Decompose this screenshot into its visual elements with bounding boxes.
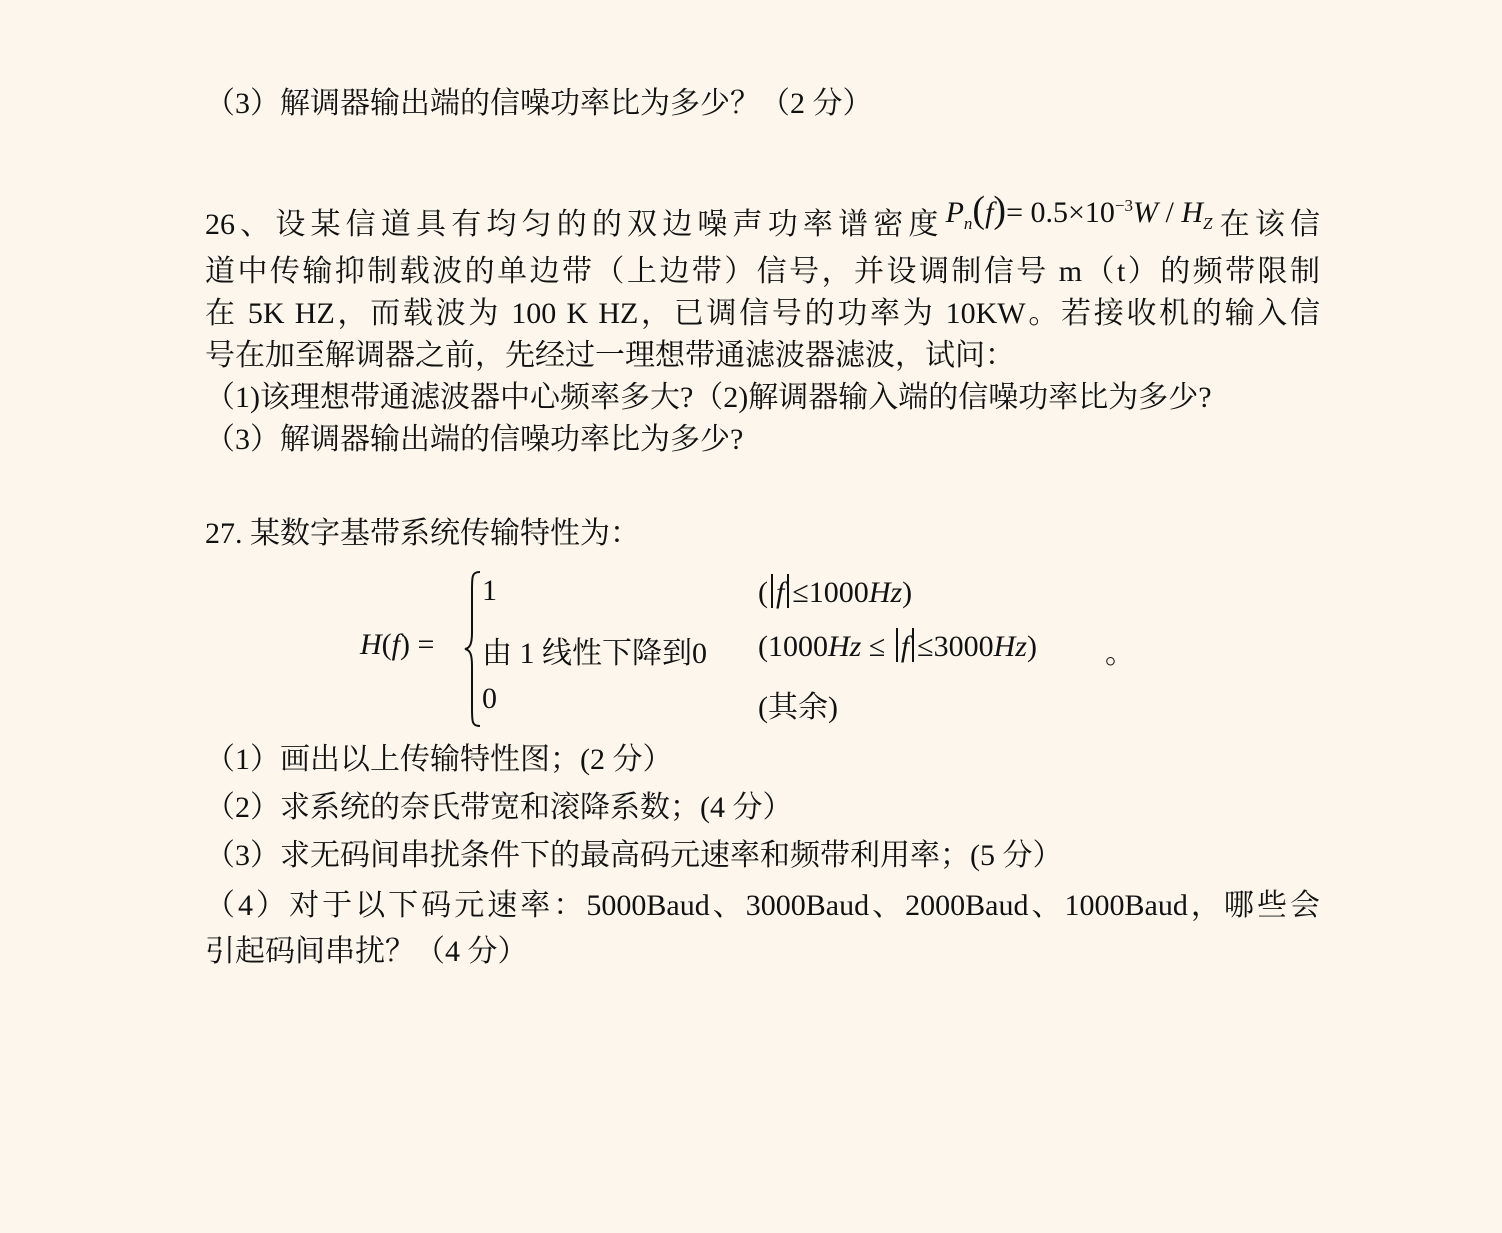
cond-1-f: f — [776, 576, 785, 609]
abs-bar — [787, 574, 789, 608]
q26-line-3: 在 5K HZ，而载波为 100 K HZ，已调信号的功率为 10KW。若接收机的输入信 — [205, 297, 1320, 330]
abs-bar — [771, 574, 773, 608]
lhs-f: f — [391, 628, 401, 661]
cond-2-f: f — [900, 630, 910, 663]
formula-end-mark: 。 — [1105, 637, 1135, 670]
left-brace-icon — [464, 570, 482, 728]
formula-unit-H: H — [1181, 196, 1204, 229]
formula-unit-Z: Z — [1203, 214, 1213, 233]
q26-line-2: 道中传输抑制载波的单边带（上边带）信号，并设调制信号 m（t）的频带限制 — [205, 255, 1320, 288]
q27-title: 27. 某数字基带系统传输特性为： — [205, 517, 640, 550]
q27-sub-4-line-2: 引起码间串扰？（4 分） — [205, 935, 528, 968]
formula-exponent: −3 — [1114, 196, 1134, 215]
q26-line-6: （3）解调器输出端的信噪功率比为多少? — [205, 423, 744, 456]
case-2-value: 由 1 线性下降到0 — [482, 637, 707, 670]
cond-2-le: ≤ — [861, 630, 893, 663]
formula-slash: / — [1158, 196, 1182, 229]
case-3-value: 0 — [482, 682, 497, 715]
transfer-function-lhs: H(f) = — [360, 628, 435, 661]
cond-1-unit: Hz — [868, 576, 903, 609]
cond-2-close: ) — [1026, 630, 1037, 663]
q27-sub-1: （1）画出以上传输特性图；(2 分） — [205, 743, 673, 776]
cond-2-unit-2: Hz — [993, 630, 1027, 663]
abs-bar — [912, 628, 914, 662]
noise-psd-formula: $P_n(f)= 0.5\times 10^{-3}W / H_Z$ — [945, 189, 1213, 233]
cond-2-unit-1: Hz — [828, 630, 862, 663]
lhs-H: H — [360, 628, 382, 661]
q26-line-5: （1)该理想带通滤波器中心频率多大?（2)解调器输入端的信噪功率比为多少? — [205, 381, 1212, 414]
q26-line-4: 号在加至解调器之前，先经过一理想带通滤波器滤波，试问： — [205, 339, 1015, 372]
abs-bar — [896, 628, 898, 662]
cond-1-rest: ≤1000 — [792, 576, 869, 609]
cond-1-open: ( — [758, 576, 768, 609]
case-1-value: 1 — [482, 574, 497, 607]
prev-question-3: （3）解调器输出端的信噪功率比为多少？（2 分） — [205, 87, 873, 120]
q26-line-1 — [205, 189, 1321, 256]
case-1-condition — [758, 574, 912, 610]
cond-2-rest: ≤3000 — [917, 630, 994, 663]
formula-P: P — [945, 196, 964, 229]
case-2-condition — [758, 628, 1037, 664]
cond-1-close: ) — [902, 576, 913, 609]
q27-sub-2: （2）求系统的奈氏带宽和滚降系数；(4 分） — [205, 791, 793, 824]
formula-f: f — [985, 196, 994, 229]
formula-value: = 0.5×10 — [1006, 196, 1115, 229]
q26-line-1-suffix: 在该信 — [1214, 208, 1321, 241]
cond-2-open: (1000 — [758, 630, 828, 663]
formula-unit-W: W — [1133, 196, 1159, 229]
q27-sub-4-line-1: （4）对于以下码元速率：5000Baud、3000Baud、2000Baud、1000Baud，哪些会 — [205, 889, 1320, 922]
q27-sub-3: （3）求无码间串扰条件下的最高码元速率和频带利用率；(5 分） — [205, 839, 1063, 872]
formula-n-sub: n — [963, 214, 973, 233]
transfer-function — [360, 570, 1160, 730]
case-3-condition: (其余) — [758, 691, 838, 724]
q26-line-1-prefix: 26、设某信道具有均匀的的双边噪声功率谱密度 — [205, 208, 944, 241]
